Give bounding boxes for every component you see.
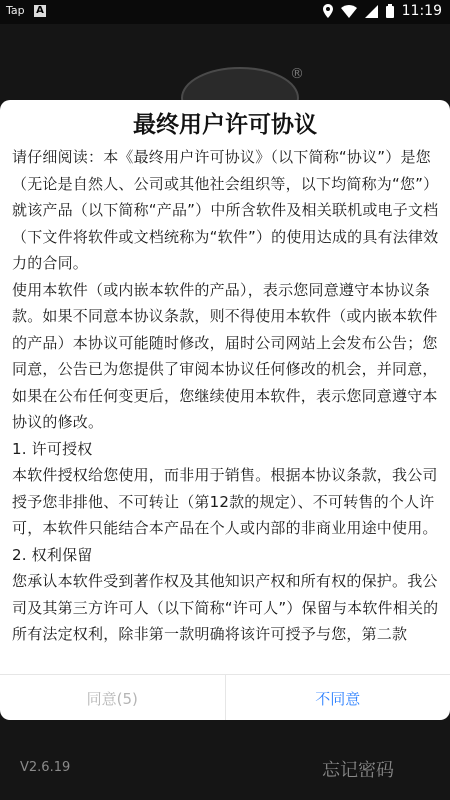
registered-mark: ®: [290, 66, 304, 82]
license-paragraph: 请仔细阅读：本《最终用户许可协议》（以下简称“协议”）是您（无论是自然人、公司或其他社会组织等，以下均简称为“您”）就该产品（以下简称“产品”）中所含软件及相关联机或电子文档（下文件将软件或文档统称为“软件”）的使用达成的具有法律效力的合同。: [12, 148, 439, 272]
license-paragraph: 本软件授权给您使用，而非用于销售。根据本协议条款，我公司授予您非排他、不可转让（第12款的规定）、不可转售的个人许可，本软件只能结合本产品在个人或内部的非商业用途中使用。: [12, 466, 438, 537]
dialog-title: 最终用户许可协议: [133, 112, 317, 138]
location-icon: [323, 4, 333, 18]
notification-icon: A: [34, 5, 46, 17]
license-paragraph: 使用本软件（或内嵌本软件的产品），表示您同意遵守本协议条款。如果不同意本协议条款，则不得使用本软件（或内嵌本软件的产品）本协议可能随时修改，届时公司网站上会发布公告；您同意，公告已为您提供了审阅本协议任何修改的机会，并同意，如果在公布任何变更后，您继续使用本软件，表示您同意遵守本协议的修改。: [12, 280, 438, 431]
wifi-icon: [341, 5, 357, 18]
dialog-button-row: [0, 674, 450, 720]
battery-icon: [386, 4, 394, 18]
status-app-label: Tap: [6, 4, 25, 17]
agree-button[interactable]: 同意(5): [0, 675, 226, 720]
status-bar: [0, 0, 450, 24]
version-label: V2.6.19: [20, 760, 71, 775]
license-dialog: [0, 100, 450, 720]
disagree-button[interactable]: 不同意: [315, 689, 361, 708]
status-time: 11:19: [401, 3, 442, 19]
license-section-heading: 2. 权利保留: [12, 545, 93, 564]
signal-icon: [365, 5, 378, 18]
license-text[interactable]: [12, 144, 440, 674]
license-section-heading: 1. 许可授权: [12, 439, 93, 458]
license-paragraph: 您承认本软件受到著作权及其他知识产权和所有权的保护。我公司及其第三方许可人（以下简称“许可人”）保留与本软件相关的所有法定权利，除非第一款明确将该许可授予与您，第二款: [12, 572, 439, 643]
forgot-password-link[interactable]: 忘记密码: [322, 760, 394, 781]
status-icons: [323, 3, 442, 19]
